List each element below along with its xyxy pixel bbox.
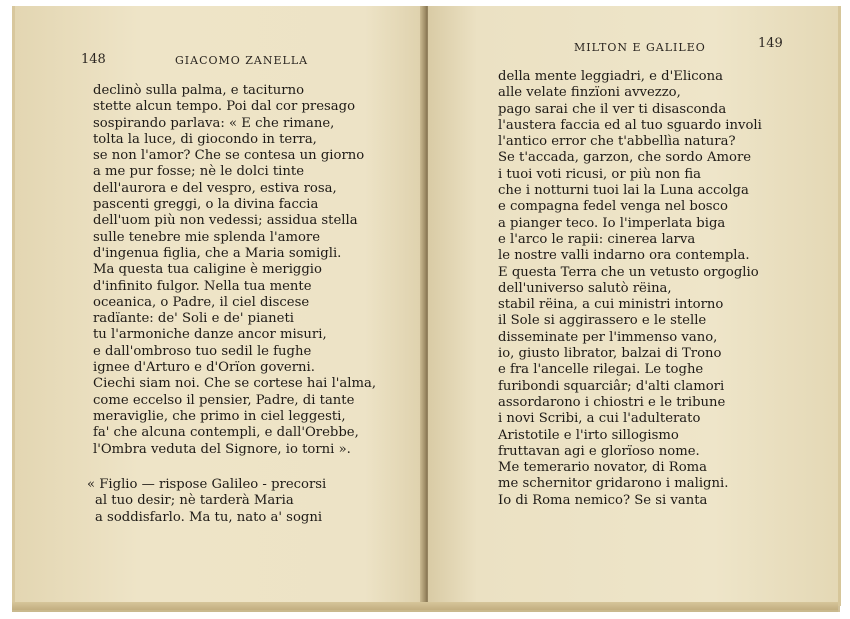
- left-page-number: 148: [81, 52, 106, 67]
- right-page-number: 149: [758, 36, 783, 51]
- verse-line: al tuo desir; nè tarderà Maria: [95, 493, 294, 509]
- verse-line: i novi Scribi, a cui l'adulterato: [498, 411, 701, 427]
- verse-line: dell'aurora e del vespro, estiva rosa,: [93, 180, 337, 196]
- verse-line: d'infinito fulgor. Nella tua mente: [93, 278, 312, 294]
- verse-line: assordarono i chiostri e le tribune: [498, 394, 726, 410]
- verse-line: io, giusto librator, balzai di Trono: [498, 346, 722, 362]
- verse-line: declinò sulla palma, e taciturno: [93, 83, 305, 98]
- verse-line: radïante: de' Soli e de' pianeti: [93, 311, 294, 327]
- right-running-head: MILTON E GALILEO: [574, 41, 706, 54]
- verse-line: dell'universo salutò rëina,: [498, 280, 672, 296]
- verse-line: come eccelso il pensier, Padre, di tante: [93, 392, 355, 408]
- verse-line: oceanica, o Padre, il ciel discese: [93, 294, 310, 310]
- verse-line: e compagna fedel venga nel bosco: [498, 199, 728, 215]
- verse-line: meraviglie, che primo in ciel leggesti,: [93, 408, 346, 424]
- verse-line: E questa Terra che un vetusto orgoglio: [498, 264, 759, 280]
- verse-line: pascenti greggi, o la divina faccia: [93, 197, 319, 213]
- verse-line: stette alcun tempo. Poi dal cor presago: [93, 99, 356, 115]
- verse-line: se non l'amor? Che se contesa un giorno: [93, 148, 365, 164]
- left-page: [12, 6, 427, 606]
- verse-line: fa' che alcuna contempli, e dall'Orebbe,: [93, 425, 359, 441]
- left-verse-block: [93, 83, 376, 458]
- right-page: [428, 6, 841, 606]
- verse-line: ignee d'Arturo e d'Orïon governi.: [93, 360, 315, 376]
- verse-line: il Sole si aggirassero e le stelle: [498, 313, 707, 329]
- verse-line: che i notturni tuoi lai la Luna accolga: [498, 183, 749, 199]
- verse-line: e dall'ombroso tuo sedil le fughe: [93, 343, 312, 359]
- verse-line: tolta la luce, di giocondo in terra,: [93, 131, 317, 147]
- verse-line: a soddisfarlo. Ma tu, nato a' sogni: [95, 509, 323, 525]
- verse-line: Aristotile e l'irto sillogismo: [498, 427, 679, 443]
- verse-line: Me temerario novator, di Roma: [498, 460, 708, 476]
- left-verse-block-2: [87, 477, 326, 526]
- open-book: [12, 6, 838, 610]
- verse-line: furibondi squarciâr; d'alti clamori: [498, 378, 725, 394]
- verse-line: d'ingenua figlia, che a Maria somigli.: [93, 245, 342, 261]
- left-running-head: GIACOMO ZANELLA: [175, 54, 309, 67]
- verse-line: l'austera faccia ed al tuo sguardo involi: [498, 117, 762, 133]
- verse-line: sulle tenebre mie splenda l'amore: [93, 229, 321, 245]
- verse-line: tu l'armoniche danze ancor misuri,: [93, 327, 327, 343]
- verse-line: sospirando parlava: « E che rimane,: [93, 115, 335, 131]
- verse-line: Ciechi siam noi. Che se cortese hai l'alma,: [93, 376, 377, 392]
- verse-line: le nostre valli indarno ora contempla.: [498, 248, 750, 264]
- verse-line: stabil rëina, a cui ministri intorno: [498, 297, 724, 313]
- verse-line: Ma questa tua caligine è meriggio: [93, 262, 322, 278]
- verse-line: pago sarai che il ver ti disasconda: [498, 101, 727, 117]
- verse-line: l'Ombra veduta del Signore, io torni ».: [93, 441, 351, 457]
- verse-line: della mente leggiadri, e d'Elicona: [498, 69, 723, 84]
- verse-line: dell'uom più non vedessi; assidua stella: [93, 213, 358, 229]
- page-edges: [12, 602, 838, 610]
- verse-line: disseminate per l'immenso vano,: [498, 329, 718, 345]
- verse-line: a pianger teco. Io l'imperlata biga: [498, 215, 726, 231]
- verse-line: Io di Roma nemico? Se si vanta: [498, 492, 708, 508]
- verse-line: Se t'accada, garzon, che sordo Amore: [498, 150, 752, 166]
- verse-line: alle velate finzïoni avvezzo,: [498, 85, 681, 101]
- verse-line: a me pur fosse; nè le dolci tinte: [93, 164, 304, 180]
- verse-line: me schernitor gridarono i maligni.: [498, 476, 729, 492]
- verse-line: fruttavan agi e glorïoso nome.: [498, 443, 700, 459]
- verse-line: i tuoi voti ricusi, or più non fia: [498, 166, 701, 182]
- right-verse-block: [498, 69, 762, 509]
- verse-line: e fra l'ancelle rilegai. Le toghe: [498, 362, 704, 378]
- verse-line: l'antico error che t'abbellìa natura?: [498, 134, 736, 150]
- verse-line: « Figlio — rispose Galileo - precorsi: [87, 477, 327, 492]
- verse-line: e l'arco le rapii: cinerea larva: [498, 231, 696, 247]
